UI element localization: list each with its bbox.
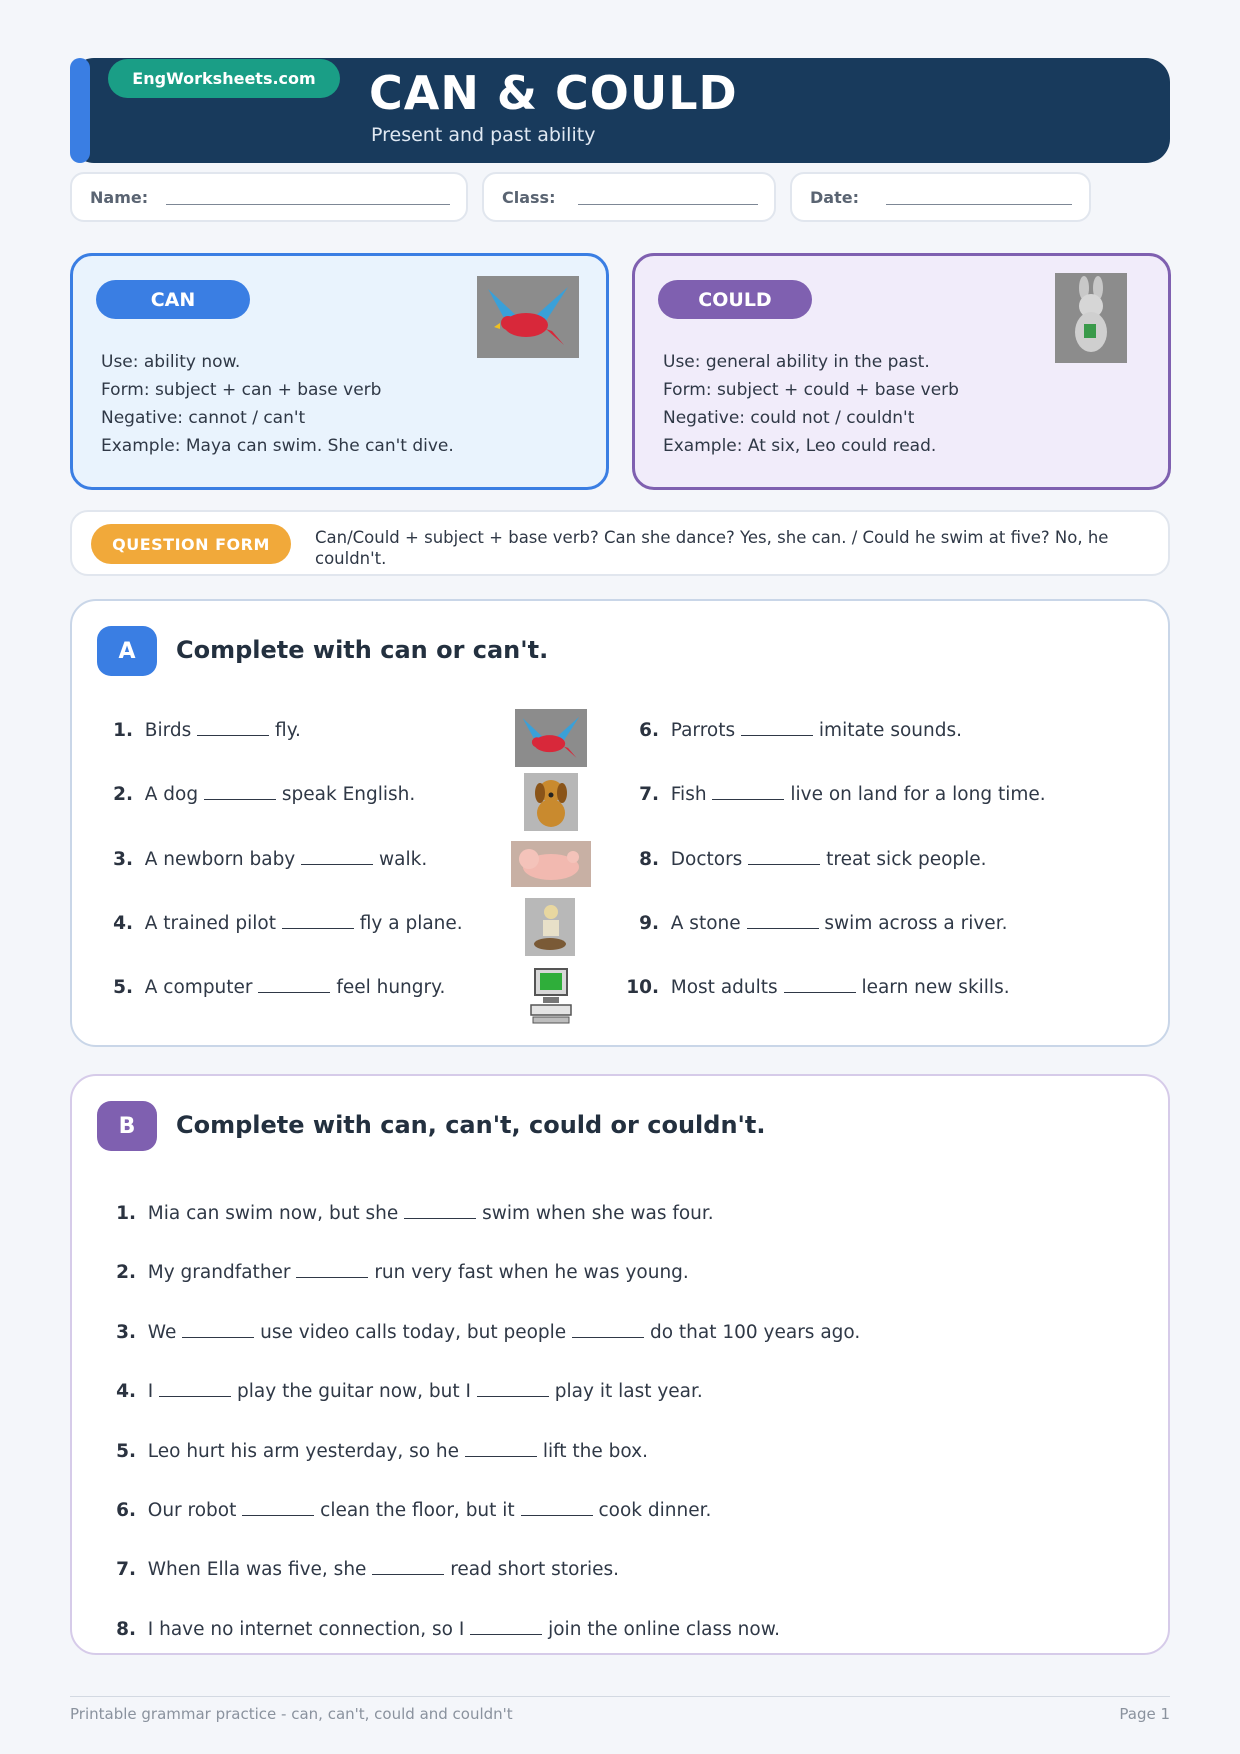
item-text: do that 100 years ago.	[649, 1321, 861, 1343]
answer-blank[interactable]	[204, 784, 276, 800]
item-text: run very fast when he was young.	[374, 1262, 689, 1284]
section-b-title: Complete with can, can't, could or couldn't.	[176, 1111, 766, 1139]
footer-divider	[70, 1696, 1170, 1697]
can-rule-use: Use: ability now.	[101, 352, 241, 372]
item-number: 7.	[639, 784, 659, 805]
exercise-item	[100, 1262, 689, 1283]
item-text: A trained pilot	[144, 913, 276, 934]
exercise-item	[100, 1381, 703, 1402]
answer-blank[interactable]	[197, 720, 269, 736]
section-a-badge: A	[97, 626, 157, 676]
exercise-item	[623, 849, 987, 870]
question-form-label: QUESTION FORM	[91, 524, 291, 564]
item-text: cook dinner.	[598, 1500, 712, 1521]
answer-blank[interactable]	[372, 1559, 444, 1575]
item-number: 3.	[113, 849, 133, 870]
answer-blank[interactable]	[741, 720, 813, 736]
exercise-section-a	[70, 599, 1170, 1047]
item-text: A newborn baby	[144, 849, 296, 870]
item-text: Birds	[144, 720, 192, 741]
answer-blank[interactable]	[242, 1500, 314, 1516]
question-form-box	[70, 510, 1170, 576]
date-label: Date:	[810, 187, 859, 207]
item-text: lift the box.	[542, 1440, 648, 1462]
item-text: A stone	[670, 913, 741, 934]
exercise-item	[100, 1203, 714, 1224]
exercise-item	[100, 1559, 619, 1580]
answer-blank[interactable]	[258, 977, 330, 993]
item-number: 10.	[626, 977, 659, 998]
can-rule-form: Form: subject + can + base verb	[101, 380, 382, 400]
page-number: Page 1	[1119, 1705, 1170, 1723]
item-number: 1.	[113, 720, 133, 741]
item-text: Our robot	[147, 1500, 237, 1521]
item-text: swim across a river.	[824, 913, 1008, 934]
item-text: learn new skills.	[861, 977, 1010, 998]
item-text: When Ella was five, she	[147, 1559, 367, 1581]
item-number: 5.	[116, 1440, 136, 1462]
item-text: fly.	[275, 720, 301, 741]
item-text: imitate sounds.	[818, 720, 962, 741]
could-rule-example: Example: At six, Leo could read.	[663, 436, 937, 456]
question-form-text: Can/Could + subject + base verb? Can she dance? Yes, she can. / Could he swim at five? No, he couldn't.	[315, 528, 1109, 568]
parrot-picture	[515, 709, 587, 767]
answer-blank[interactable]	[404, 1203, 476, 1219]
item-number: 7.	[116, 1559, 136, 1581]
item-number: 6.	[639, 720, 659, 741]
page-subtitle: Present and past ability	[371, 124, 596, 146]
item-text: speak English.	[281, 784, 416, 805]
exercise-item	[100, 1619, 780, 1640]
can-label: CAN	[96, 280, 250, 319]
exercise-item	[100, 1322, 860, 1343]
parrot-icon	[477, 276, 579, 358]
answer-blank[interactable]	[784, 977, 856, 993]
section-a-title: Complete with can or can't.	[176, 636, 549, 664]
answer-blank[interactable]	[465, 1441, 537, 1457]
exercise-section-b	[70, 1074, 1170, 1655]
item-number: 3.	[116, 1321, 136, 1343]
header-accent-bar	[70, 58, 90, 163]
item-text: clean the floor, but it	[320, 1500, 515, 1521]
item-text: I have no internet connection, so I	[147, 1618, 465, 1640]
answer-blank[interactable]	[159, 1381, 231, 1397]
answer-blank[interactable]	[470, 1619, 542, 1635]
dog-picture	[524, 773, 578, 831]
item-text: feel hungry.	[336, 977, 446, 998]
answer-blank[interactable]	[747, 913, 819, 929]
exercise-item	[623, 720, 962, 741]
rabbit-icon	[1055, 273, 1127, 363]
item-text: A computer	[144, 977, 253, 998]
answer-blank[interactable]	[521, 1500, 593, 1516]
item-text: play it last year.	[554, 1381, 703, 1403]
item-number: 6.	[116, 1500, 136, 1521]
item-text: Leo hurt his arm yesterday, so he	[147, 1440, 460, 1462]
item-text: My grandfather	[147, 1262, 291, 1284]
answer-blank[interactable]	[301, 849, 373, 865]
answer-blank[interactable]	[477, 1381, 549, 1397]
item-text: Mia can swim now, but she	[147, 1203, 399, 1224]
exercise-item	[97, 784, 415, 805]
item-text: Fish	[670, 784, 707, 805]
baby-picture	[511, 841, 591, 887]
item-number: 2.	[116, 1262, 136, 1284]
date-field[interactable]	[790, 172, 1091, 222]
exercise-item	[97, 977, 445, 998]
could-label: COULD	[658, 280, 812, 319]
computer-picture	[523, 965, 581, 1027]
answer-blank[interactable]	[182, 1322, 254, 1338]
item-number: 8.	[639, 849, 659, 870]
exercise-item	[97, 913, 463, 934]
class-field[interactable]	[482, 172, 776, 222]
name-line	[166, 204, 450, 205]
item-text: We	[147, 1321, 177, 1343]
section-b-badge: B	[97, 1101, 157, 1151]
exercise-item	[100, 1500, 711, 1521]
item-text: join the online class now.	[548, 1618, 781, 1640]
item-text: Parrots	[670, 720, 736, 741]
item-number: 4.	[113, 913, 133, 934]
item-number: 2.	[113, 784, 133, 805]
could-rules	[663, 348, 959, 460]
item-text: read short stories.	[450, 1559, 620, 1581]
item-text: I	[147, 1381, 154, 1403]
class-line	[578, 204, 758, 205]
item-text: live on land for a long time.	[790, 784, 1046, 805]
item-text: fly a plane.	[359, 913, 463, 934]
name-label: Name:	[90, 187, 149, 207]
exercise-item	[100, 1441, 648, 1462]
item-number: 8.	[116, 1618, 136, 1640]
answer-blank[interactable]	[572, 1322, 644, 1338]
page-title: CAN & COULD	[369, 66, 738, 120]
item-text: treat sick people.	[826, 849, 987, 870]
can-rule-example: Example: Maya can swim. She can't dive.	[101, 436, 454, 456]
can-rule-box	[70, 253, 609, 490]
answer-blank[interactable]	[712, 784, 784, 800]
item-number: 1.	[116, 1203, 136, 1224]
exercise-item	[623, 784, 1046, 805]
item-number: 5.	[113, 977, 133, 998]
exercise-item	[623, 977, 1010, 998]
item-text: use video calls today, but people	[260, 1321, 567, 1343]
class-label: Class:	[502, 187, 556, 207]
item-number: 4.	[116, 1381, 136, 1403]
item-number: 9.	[639, 913, 659, 934]
answer-blank[interactable]	[748, 849, 820, 865]
exercise-item	[97, 849, 427, 870]
can-rule-negative: Negative: cannot / can't	[101, 408, 306, 428]
item-text: walk.	[379, 849, 428, 870]
name-field[interactable]	[70, 172, 468, 222]
date-line	[886, 204, 1072, 205]
could-rule-use: Use: general ability in the past.	[663, 352, 930, 372]
item-text: swim when she was four.	[482, 1203, 714, 1224]
footer-caption: Printable grammar practice - can, can't, could and couldn't	[70, 1705, 513, 1723]
item-text: play the guitar now, but I	[237, 1381, 471, 1403]
could-rule-negative: Negative: could not / couldn't	[663, 408, 915, 428]
pilot-picture	[525, 898, 575, 956]
item-text: A dog	[144, 784, 199, 805]
answer-blank[interactable]	[296, 1262, 368, 1278]
could-rule-box	[632, 253, 1171, 490]
brand-badge[interactable]: EngWorksheets.com	[108, 59, 340, 98]
can-rules	[101, 348, 454, 460]
could-rule-form: Form: subject + could + base verb	[663, 380, 959, 400]
exercise-item	[97, 720, 301, 741]
item-text: Doctors	[670, 849, 743, 870]
item-text: Most adults	[670, 977, 778, 998]
answer-blank[interactable]	[282, 913, 354, 929]
exercise-item	[623, 913, 1007, 934]
